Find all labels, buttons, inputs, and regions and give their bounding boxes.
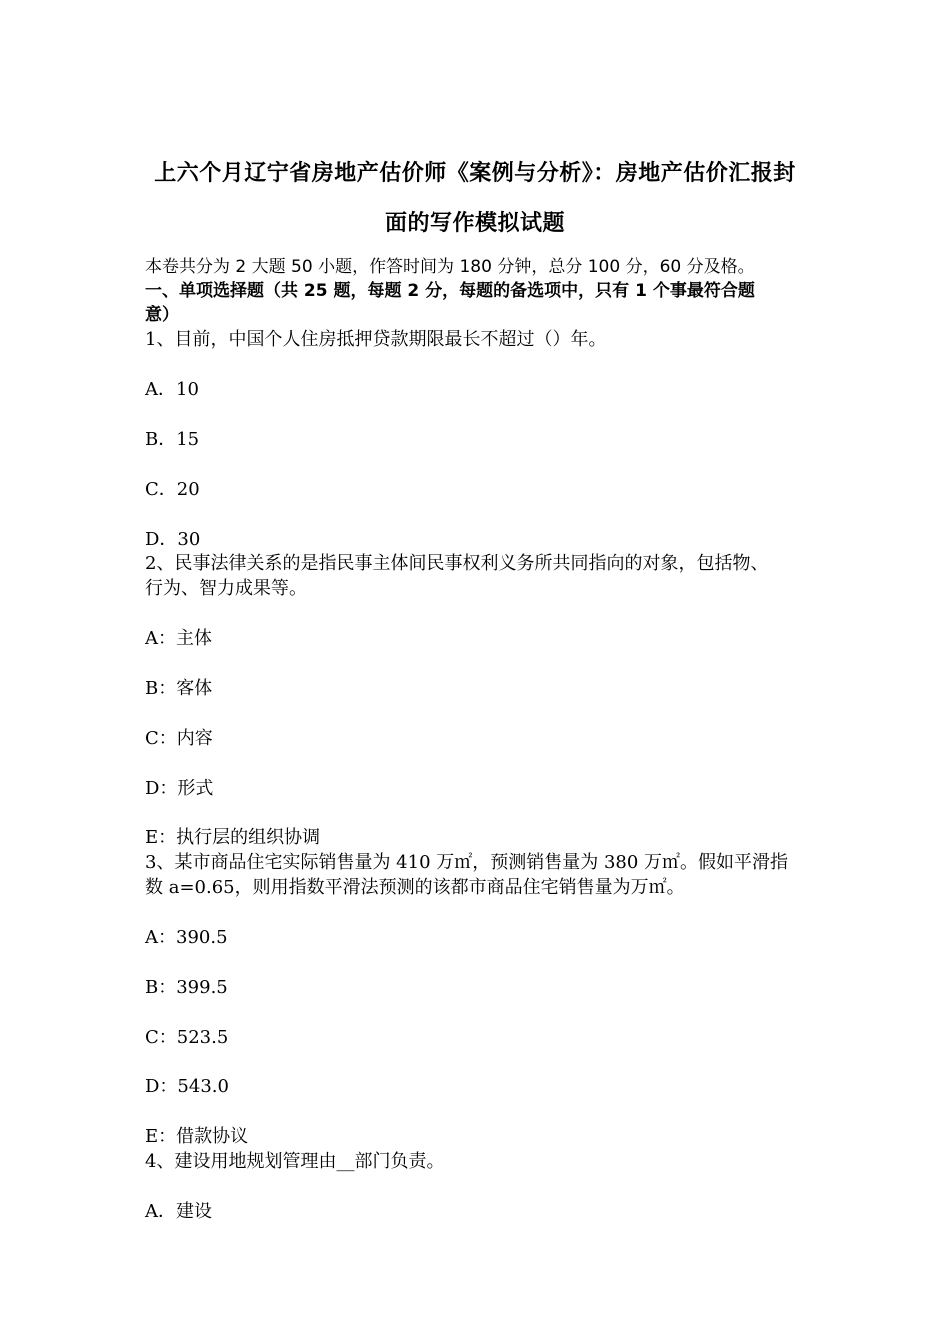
section-heading-line-2: 意） xyxy=(145,305,179,325)
question-1-option-d: D．30 xyxy=(145,529,201,550)
question-2-stem-line-1: 2、民事法律关系的是指民事主体间民事权利义务所共同指向的对象，包括物、 xyxy=(145,553,769,574)
question-4-option-a: A．建设 xyxy=(145,1201,212,1222)
question-1-stem: 1、目前，中国个人住房抵押贷款期限最长不超过（）年。 xyxy=(145,329,607,350)
question-4-stem: 4、建设用地规划管理由__部门负责。 xyxy=(145,1151,445,1172)
question-3-option-c: C：523.5 xyxy=(145,1027,229,1048)
question-2-option-a: A：主体 xyxy=(145,628,212,649)
question-2-option-b: B：客体 xyxy=(145,678,213,699)
question-2-option-d: D：形式 xyxy=(145,778,214,799)
question-1-option-b: B．15 xyxy=(145,429,200,450)
document-title-line-2: 面的写作模拟试题 xyxy=(384,211,565,236)
question-2-option-e: E：执行层的组织协调 xyxy=(145,827,321,848)
question-3-stem-line-2: 数 a=0.65，则用指数平滑法预测的该都市商品住宅销售量为万㎡。 xyxy=(145,877,685,898)
document-title-line-1: 上六个月辽宁省房地产估价师《案例与分析》：房地产估价汇报封 xyxy=(154,161,796,186)
question-3-option-e: E：借款协议 xyxy=(145,1126,249,1147)
question-2-option-c: C：内容 xyxy=(145,728,213,749)
question-2-stem-line-2: 行为、智力成果等。 xyxy=(145,578,307,599)
question-3-stem-line-1: 3、某市商品住宅实际销售量为 410 万㎡，预测销售量为 380 万㎡。假如平滑指 xyxy=(145,852,789,873)
question-3-option-b: B：399.5 xyxy=(145,977,228,998)
question-3-option-a: A：390.5 xyxy=(145,927,228,948)
question-1-option-c: C．20 xyxy=(145,479,200,500)
exam-instructions: 本卷共分为 2 大题 50 小题，作答时间为 180 分钟，总分 100 分，60 分及格。 xyxy=(145,257,755,277)
question-1-option-a: A．10 xyxy=(145,379,199,400)
question-3-option-d: D：543.0 xyxy=(145,1076,229,1097)
section-heading-line-1: 一、单项选择题（共 25 题，每题 2 分，每题的备选项中，只有 1 个事最符合题 xyxy=(145,281,755,301)
